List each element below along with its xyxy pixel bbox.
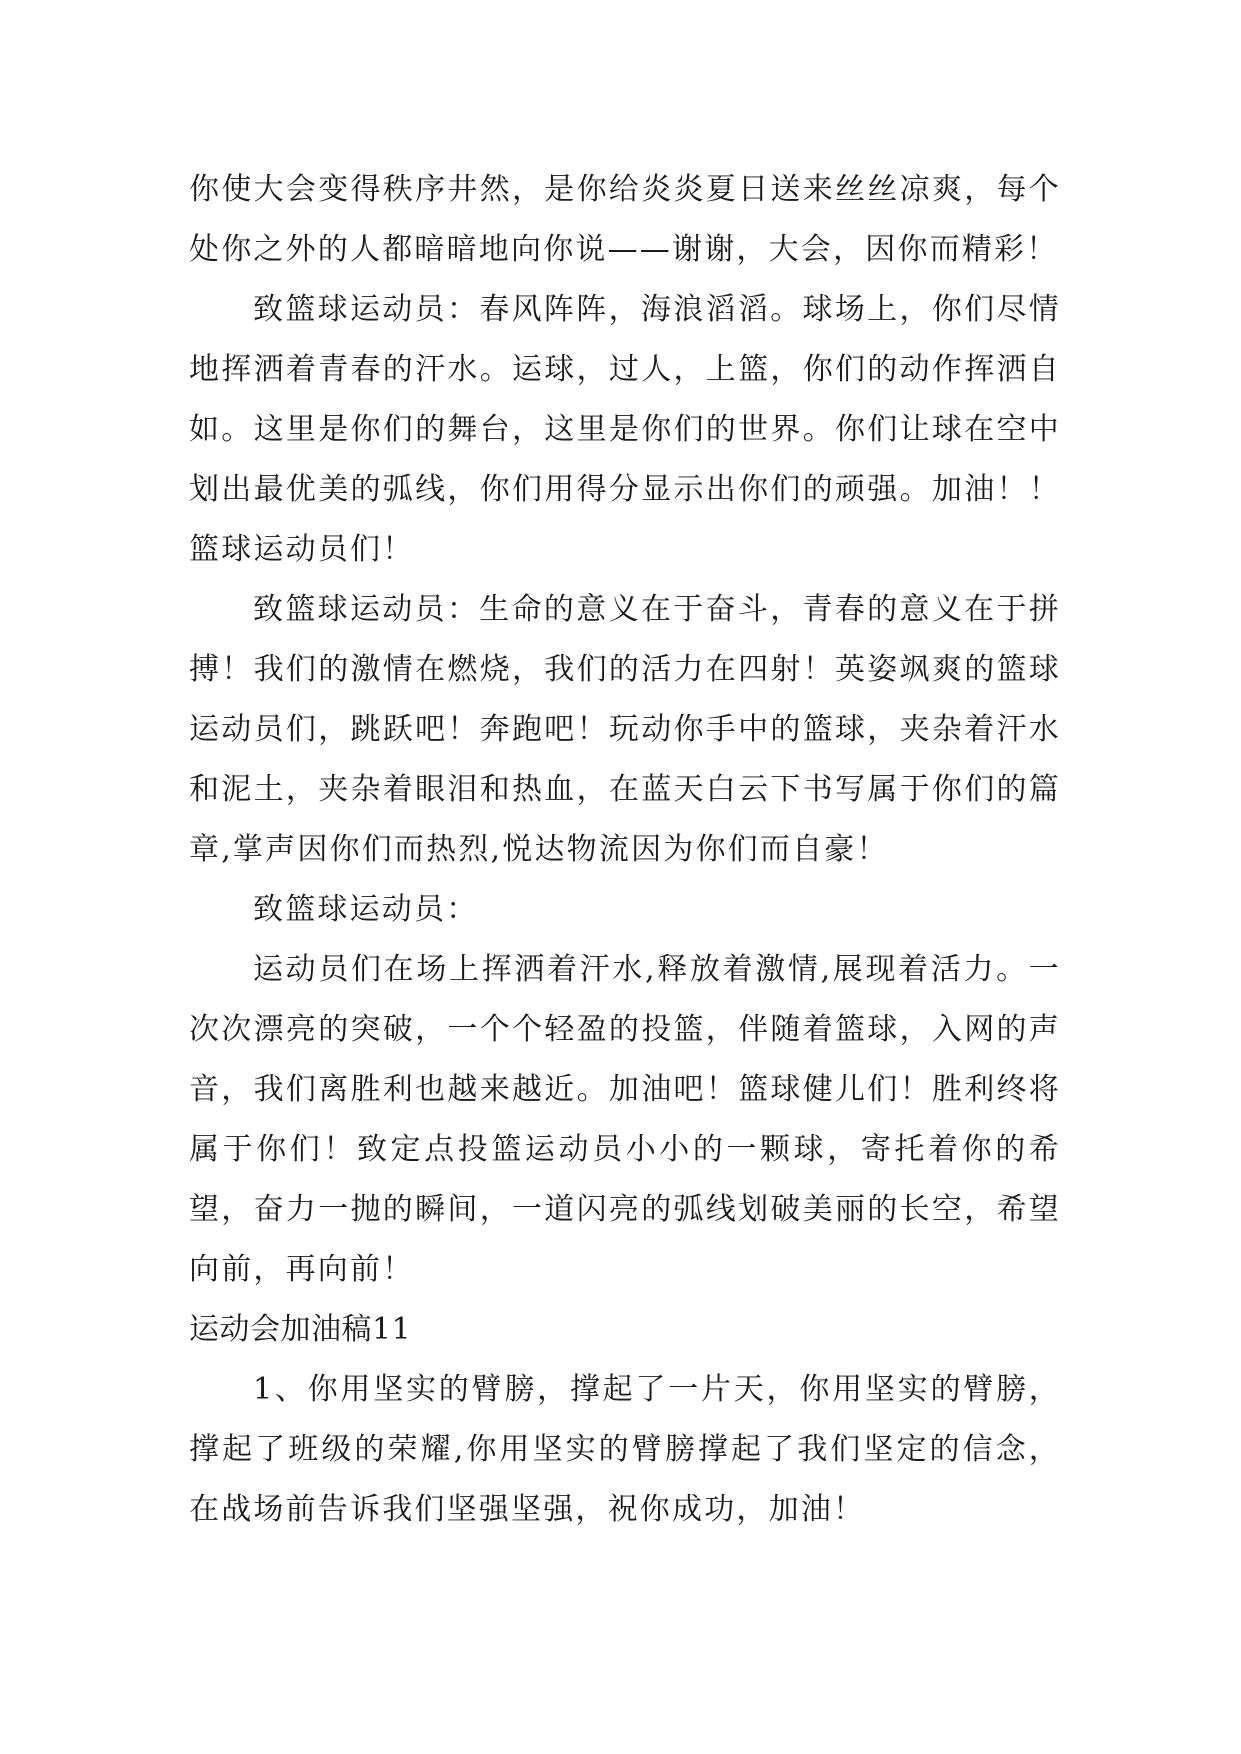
paragraph-basketball-1: 致篮球运动员：春风阵阵，海浪滔滔。球场上，你们尽情地挥洒着青春的汗水。运球，过人，上篮，你们的动作挥洒自如。这里是你们的舞台，这里是你们的世界。你们让球在空中划出最优美的弧线，你们用得分显示出你们的顽强。加油！！篮球运动员们！	[189, 292, 1061, 567]
section-heading: 运动会加油稿11	[189, 1312, 412, 1347]
paragraph-basketball-3-body: 运动员们在场上挥洒着汗水,释放着激情,展现着活力。一次次漂亮的突破，一个个轻盈的投篮，伴随着篮球，入网的声音，我们离胜利也越来越近。加油吧！篮球健儿们！胜利终将属于你们！致定点投篮运动员小小的一颗球，寄托着你的希望，奋力一抛的瞬间，一道闪亮的弧线划破美丽的长空，希望向前，再向前！	[189, 952, 1061, 1287]
document-body	[189, 160, 1061, 1540]
paragraph-basketball-2: 致篮球运动员：生命的意义在于奋斗，青春的意义在于拼搏！我们的激情在燃烧，我们的活力在四射！英姿飒爽的篮球运动员们，跳跃吧！奔跑吧！玩动你手中的篮球，夹杂着汗水和泥土，夹杂着眼泪和热血，在蓝天白云下书写属于你们的篇章,掌声因你们而热烈,悦达物流因为你们而自豪！	[189, 592, 1061, 867]
paragraph-thanks-volunteers: 你使大会变得秩序井然，是你给炎炎夏日送来丝丝凉爽，每个处你之外的人都暗暗地向你说——谢谢，大会，因你而精彩！	[189, 172, 1061, 267]
paragraph-item-1: 1、你用坚实的臂膀，撑起了一片天，你用坚实的臂膀，撑起了班级的荣耀,你用坚实的臂膀撑起了我们坚定的信念，在战场前告诉我们坚强坚强，祝你成功，加油！	[189, 1372, 1061, 1527]
paragraph-basketball-3-title: 致篮球运动员：	[253, 892, 479, 927]
